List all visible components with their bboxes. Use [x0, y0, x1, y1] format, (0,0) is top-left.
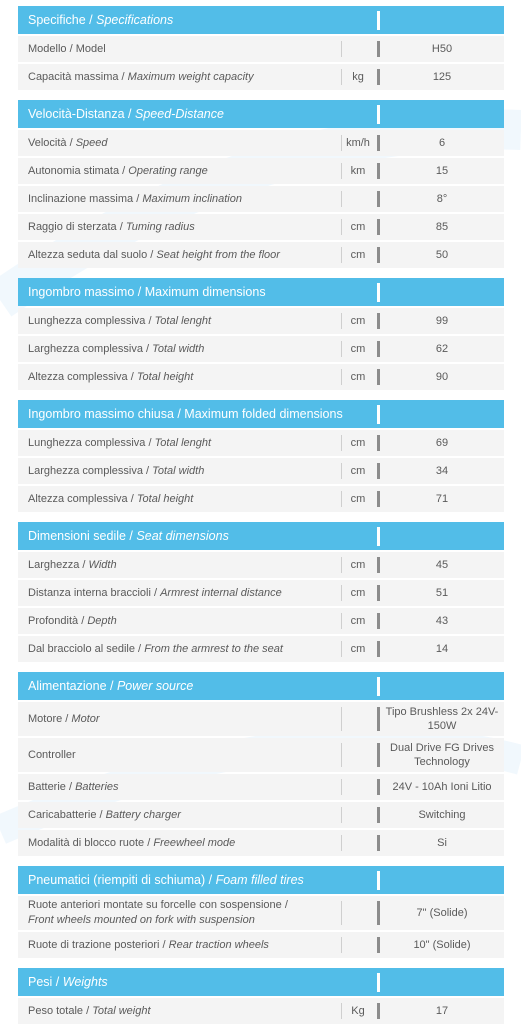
spec-value: 34 [435, 464, 449, 477]
spec-section [18, 100, 504, 268]
header-divider [377, 405, 380, 424]
spec-label [28, 36, 344, 62]
spec-section [18, 278, 504, 390]
section-header [18, 100, 504, 128]
section-title-it: Ingombro massimo chiusa / Maximum folded dimensions [28, 407, 343, 421]
spec-label [28, 830, 344, 856]
section-header [18, 6, 504, 34]
spec-unit [341, 186, 375, 212]
spec-unit [341, 830, 375, 856]
header-divider [377, 973, 380, 992]
section-header [18, 278, 504, 306]
spec-label-it: Motore / [28, 712, 69, 725]
section-title-it: Ingombro massimo / Maximum dimensions [28, 285, 266, 299]
spec-label [28, 364, 344, 390]
spec-unit: Kg [351, 1005, 365, 1017]
spec-label-en: Motor [71, 712, 100, 725]
spec-label-it: Larghezza complessiva / [28, 342, 150, 355]
section-header [18, 672, 504, 700]
spec-unit: kg [352, 71, 364, 83]
spec-unit: cm [350, 343, 366, 355]
spec-label [28, 430, 344, 456]
spec-unit: cm [350, 249, 366, 261]
spec-label-en: Total width [152, 342, 205, 355]
spec-value: 85 [435, 220, 449, 233]
spec-row [18, 364, 504, 390]
spec-unit [341, 932, 375, 958]
spec-label [28, 130, 344, 156]
spec-label-en: Front wheels mounted on fork with suspension [28, 914, 255, 926]
spec-label [28, 458, 344, 484]
spec-label-en: Armrest internal distance [160, 586, 282, 599]
spec-label-it: Controller [28, 748, 76, 761]
spec-row [18, 158, 504, 184]
spec-label-it: Ruote di trazione posteriori / [28, 938, 166, 951]
spec-unit: cm [350, 465, 366, 477]
spec-unit [341, 738, 375, 772]
spec-row [18, 458, 504, 484]
spec-unit: cm [350, 437, 366, 449]
spec-value: H50 [431, 42, 453, 55]
spec-value: 10" (Solide) [413, 938, 471, 951]
spec-label-it: Altezza complessiva / [28, 370, 134, 383]
spec-unit: km [350, 165, 366, 177]
spec-label [28, 932, 344, 958]
spec-label [28, 242, 344, 268]
section-title-it: Dimensioni sedile / [28, 529, 133, 543]
spec-label-en: Tuming radius [125, 220, 195, 233]
spec-unit: cm [350, 371, 366, 383]
spec-row [18, 580, 504, 606]
section-title-it: Specifiche / [28, 13, 93, 27]
spec-label [28, 580, 344, 606]
spec-value: 14 [435, 642, 449, 655]
spec-row [18, 738, 504, 772]
section-title-en: Foam filled tires [215, 873, 304, 887]
spec-label [28, 308, 344, 334]
spec-row [18, 932, 504, 958]
spec-label [28, 998, 344, 1024]
spec-value: 24V - 10Ah Ioni Litio [392, 780, 492, 793]
spec-label-it: Dal bracciolo al sedile / [28, 642, 142, 655]
spec-label-it: Modello / Model [28, 42, 106, 55]
spec-unit [341, 774, 375, 800]
spec-value: 45 [435, 558, 449, 571]
spec-unit: cm [350, 315, 366, 327]
spec-value: Dual Drive FG Drives Technology [390, 741, 494, 768]
spec-unit: cm [350, 221, 366, 233]
spec-row [18, 608, 504, 634]
spec-unit [341, 802, 375, 828]
spec-unit: cm [350, 493, 366, 505]
spec-unit: km/h [346, 137, 370, 149]
spec-label-it: Peso totale / [28, 1004, 90, 1017]
spec-label-en: Battery charger [105, 808, 181, 821]
section-title-en: Power source [116, 679, 194, 693]
spec-label-en: From the armrest to the seat [144, 642, 283, 655]
spec-row [18, 64, 504, 90]
spec-value: 62 [435, 342, 449, 355]
spec-label [28, 802, 344, 828]
section-header [18, 522, 504, 550]
spec-label [28, 214, 344, 240]
spec-section [18, 866, 504, 958]
spec-label-en: Total height [136, 492, 194, 505]
spec-value: 51 [435, 586, 449, 599]
spec-value: 7" (Solide) [416, 906, 468, 919]
spec-label-it: Larghezza complessiva / [28, 464, 150, 477]
section-title-it: Pneumatici (riempiti di schiuma) / [28, 873, 213, 887]
header-divider [377, 11, 380, 30]
spec-label-en: Seat height from the floor [156, 248, 280, 261]
spec-label-it: Capacità massima / [28, 70, 125, 83]
spec-label [28, 186, 344, 212]
spec-label [28, 64, 344, 90]
spec-unit: cm [350, 643, 366, 655]
spec-row [18, 130, 504, 156]
spec-label [28, 158, 344, 184]
spec-label [28, 636, 344, 662]
spec-section [18, 400, 504, 512]
spec-label-it: Lunghezza complessiva / [28, 436, 152, 449]
spec-label-en: Depth [87, 614, 117, 627]
spec-unit: cm [350, 559, 366, 571]
spec-value: 6 [438, 136, 446, 149]
spec-value: Tipo Brushless 2x 24V-150W [385, 705, 499, 732]
spec-value: 17 [435, 1004, 449, 1017]
spec-unit [341, 36, 375, 62]
spec-unit [341, 702, 375, 736]
section-title-it: Velocità-Distanza / [28, 107, 132, 121]
spec-section [18, 522, 504, 662]
spec-label [28, 336, 344, 362]
spec-label-en: Speed [75, 136, 108, 149]
spec-sheet [18, 6, 504, 1034]
spec-value: 71 [435, 492, 449, 505]
spec-label-it: Lunghezza complessiva / [28, 314, 152, 327]
spec-label [28, 896, 344, 930]
spec-row [18, 36, 504, 62]
section-title-it: Pesi / [28, 975, 60, 989]
spec-label [28, 702, 344, 736]
spec-row [18, 998, 504, 1024]
spec-label [28, 774, 344, 800]
section-title-en: Speed-Distance [135, 107, 224, 121]
spec-label-it: Inclinazione massima / [28, 192, 140, 205]
spec-row [18, 830, 504, 856]
spec-label-it: Larghezza / [28, 558, 86, 571]
spec-label-en: Freewheel mode [153, 836, 236, 849]
spec-label-en: Maximum inclination [142, 192, 242, 205]
spec-value: 43 [435, 614, 449, 627]
spec-label-it: Caricabatterie / [28, 808, 103, 821]
spec-label-it: Modalità di blocco ruote / [28, 836, 151, 849]
spec-value: 15 [435, 164, 449, 177]
spec-label-it: Velocità / [28, 136, 73, 149]
spec-value: 50 [435, 248, 449, 261]
section-header [18, 400, 504, 428]
spec-label-en: Width [88, 558, 117, 571]
spec-row [18, 774, 504, 800]
spec-row [18, 186, 504, 212]
spec-value: Si [437, 836, 447, 849]
spec-unit [341, 896, 375, 930]
spec-label [28, 552, 344, 578]
spec-row [18, 636, 504, 662]
header-divider [377, 527, 380, 546]
spec-label-en: Total height [136, 370, 194, 383]
spec-label [28, 738, 344, 772]
spec-label [28, 608, 344, 634]
section-title-it: Alimentazione / [28, 679, 114, 693]
section-header [18, 866, 504, 894]
spec-label-en: Maximum weight capacity [127, 70, 254, 83]
spec-row [18, 552, 504, 578]
header-divider [377, 105, 380, 124]
spec-section [18, 968, 504, 1024]
spec-label-en: Total weight [92, 1004, 151, 1017]
spec-row [18, 702, 504, 736]
spec-label-en: Batteries [75, 780, 119, 793]
spec-label-en: Total lenght [154, 314, 212, 327]
section-title-en: Weights [62, 975, 108, 989]
spec-label-it: Raggio di sterzata / [28, 220, 123, 233]
spec-row [18, 242, 504, 268]
section-title-en: Specifications [96, 13, 174, 27]
spec-unit: cm [350, 615, 366, 627]
spec-row [18, 802, 504, 828]
spec-label-it: Distanza interna braccioli / [28, 586, 158, 599]
spec-value: 69 [435, 436, 449, 449]
spec-label-it: Altezza complessiva / [28, 492, 134, 505]
header-divider [377, 677, 380, 696]
spec-value: 125 [432, 70, 452, 83]
spec-row [18, 308, 504, 334]
spec-value: 8° [436, 192, 448, 205]
spec-row [18, 336, 504, 362]
spec-label-it: Batterie / [28, 780, 73, 793]
spec-label-en: Operating range [128, 164, 208, 177]
spec-row [18, 486, 504, 512]
spec-section [18, 6, 504, 90]
header-divider [377, 871, 380, 890]
spec-row [18, 430, 504, 456]
section-header [18, 968, 504, 996]
spec-unit: cm [350, 587, 366, 599]
spec-value: Switching [418, 808, 466, 821]
spec-label-it: Profondità / [28, 614, 85, 627]
spec-label-it: Altezza seduta dal suolo / [28, 248, 154, 261]
spec-label-it: Autonomia stimata / [28, 164, 126, 177]
spec-value: 99 [435, 314, 449, 327]
spec-label-en: Total width [152, 464, 205, 477]
header-divider [377, 283, 380, 302]
spec-value: 90 [435, 370, 449, 383]
spec-label-en: Total lenght [154, 436, 212, 449]
spec-label-it: Ruote anteriori montate su forcelle con sospensione / [28, 899, 288, 912]
spec-row [18, 214, 504, 240]
spec-section [18, 672, 504, 856]
spec-label [28, 486, 344, 512]
spec-row [18, 896, 504, 930]
spec-label-en: Rear traction wheels [168, 938, 269, 951]
section-title-en: Seat dimensions [136, 529, 229, 543]
